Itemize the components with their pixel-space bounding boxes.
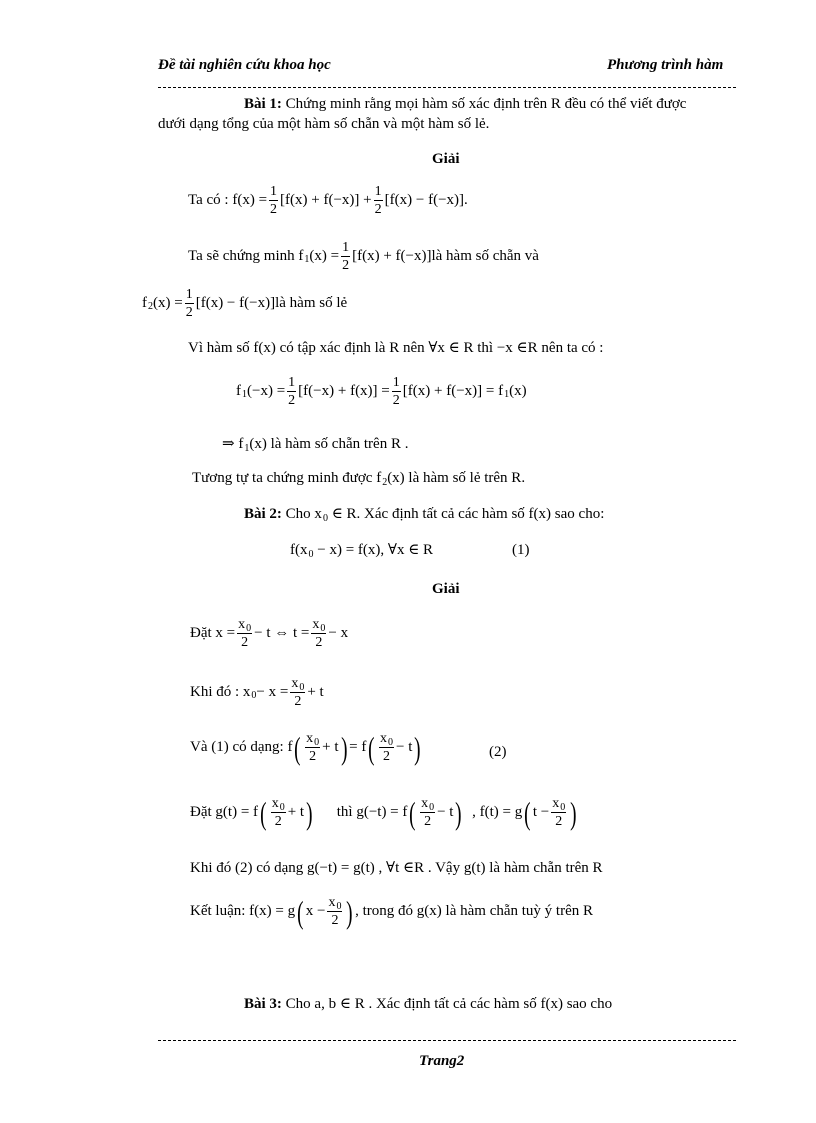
bai1-line2: dưới dạng tổng của một hàm số chẵn và một hàm số lẻ. <box>158 116 490 132</box>
fraction-x0-half <box>237 617 252 651</box>
frac-den: 2 <box>288 393 296 409</box>
va1-label: Và (1) có dạng: f <box>190 739 293 756</box>
frac-den: 2 <box>392 393 400 409</box>
sub: 0 <box>429 802 435 813</box>
bai2-va1 <box>190 731 423 765</box>
bai1-solution-heading: Giải <box>432 151 460 167</box>
x: x <box>552 796 560 811</box>
ta-co-expr-b: [f(x) − f(−x)]. <box>384 192 468 209</box>
footer-rule <box>158 1040 736 1041</box>
frac-num: 1 <box>392 375 401 392</box>
thi-minus: − t <box>437 804 454 821</box>
fraction-half <box>392 375 401 409</box>
frac-den: 2 <box>331 913 339 929</box>
x: x <box>271 796 279 811</box>
paren: ) <box>570 794 577 831</box>
paren: ) <box>340 729 348 766</box>
bai1-ta-co <box>188 184 468 218</box>
ft-t: t − <box>532 804 550 821</box>
fraction-half <box>374 184 383 218</box>
f1-eq-d: [f(x) + f(−x)] = f <box>402 383 504 400</box>
ta-co-label: Ta có : f(x) = <box>188 192 268 209</box>
frac-den: 2 <box>424 814 432 830</box>
bai1-vi-ham-so: Vì hàm số f(x) có tập xác định là R nên ∀x ∈ R thì −x ∈R nên ta có : <box>188 340 604 356</box>
f1-eq-e: (x) <box>509 383 527 400</box>
bai2-khi-do2: Khi đó (2) có dạng g(−t) = g(t) , ∀t ∈R . Vậy g(t) là hàm chẵn trên R <box>190 860 603 876</box>
ta-se-label: Ta sẽ chứng minh f <box>188 248 304 265</box>
frac-den: 2 <box>383 749 391 765</box>
khi-do-label: Khi đó : x <box>190 684 251 701</box>
ta-se-mid: (x) = <box>309 248 340 265</box>
bai2-dat-x <box>190 617 348 651</box>
sub: 0 <box>251 689 257 701</box>
fraction-x0-half <box>311 617 326 651</box>
sub: 0 <box>336 901 342 912</box>
ta-co-expr-a: [f(x) + f(−x)] + <box>280 192 372 209</box>
paren: ) <box>306 794 313 831</box>
bai2-eq-b: − x) = f(x), ∀x ∈ R <box>313 542 434 558</box>
sub: 0 <box>308 549 314 560</box>
ket-luan-label: Kết luận: f(x) = g <box>190 903 296 920</box>
frac-num: 1 <box>341 240 350 257</box>
frac-num: 1 <box>269 184 278 201</box>
ta-se-end: là hàm số chẵn và <box>431 248 539 265</box>
bai2-label: Bài 2: <box>244 506 282 522</box>
header-rule <box>158 87 736 88</box>
bai2-eq-a: f(x <box>290 542 308 558</box>
frac-num <box>327 895 342 912</box>
dat-g-label: Đặt g(t) = f <box>190 804 259 821</box>
sub: 1 <box>304 253 310 265</box>
sub: 0 <box>299 682 305 693</box>
x: x <box>291 676 299 691</box>
ta-se-expr: [f(x) + f(−x)] <box>352 248 432 265</box>
fraction-half <box>341 240 350 274</box>
sub: 0 <box>314 737 320 748</box>
frac-num: 1 <box>374 184 383 201</box>
header-right: Phương trình hàm <box>607 57 724 73</box>
frac-den: 2 <box>274 814 282 830</box>
bai1-label: Bài 1: <box>244 96 282 112</box>
frac-den: 2 <box>241 635 249 651</box>
fraction-x0-half <box>379 731 394 765</box>
x: x <box>312 617 320 632</box>
f1-eq-c: [f(−x) + f(x)] = <box>298 383 390 400</box>
bai2-eq-number: (1) <box>512 542 530 558</box>
frac-den: 2 <box>294 694 302 710</box>
frac-num <box>271 796 286 813</box>
page-number: Trang2 <box>419 1053 465 1069</box>
implies-label: ⇒ f <box>222 436 244 452</box>
frac-num <box>305 731 320 748</box>
frac-den: 2 <box>270 202 278 218</box>
sub: 0 <box>560 802 566 813</box>
sub: 1 <box>504 388 510 400</box>
sub: 0 <box>279 802 285 813</box>
frac-num: 1 <box>185 287 194 304</box>
fraction-half <box>287 375 296 409</box>
frac-den: 2 <box>315 635 323 651</box>
va1-eq: = f <box>349 739 367 756</box>
ft-label: , f(t) = g <box>472 804 523 821</box>
tuong-tu-end: (x) là hàm số lẻ trên R. <box>387 470 526 486</box>
paren: ( <box>260 794 267 831</box>
sub: 1 <box>242 388 247 400</box>
bai1-f2-def <box>142 287 347 321</box>
paren: ( <box>294 729 301 766</box>
sub: 2 <box>382 477 388 488</box>
fraction-x0-half <box>290 676 305 710</box>
frac-num <box>420 796 435 813</box>
x: x <box>328 895 336 910</box>
bai2-solution-heading: Giải <box>432 581 460 597</box>
ket-luan-x: x − <box>305 903 326 920</box>
bai2-dat-g <box>190 796 579 830</box>
f1-eq-a: f <box>236 383 241 400</box>
fraction-x0-half <box>420 796 435 830</box>
frac-num <box>311 617 326 634</box>
dat-x-label: Đặt x = <box>190 625 236 642</box>
sub: 0 <box>320 623 326 634</box>
frac-den: 2 <box>185 305 193 321</box>
bai2-equation <box>290 543 433 558</box>
fraction-x0-half <box>551 796 566 830</box>
thi-label: thì g(−t) = f <box>336 804 408 821</box>
x: x <box>421 796 429 811</box>
frac-num: 1 <box>287 375 296 392</box>
bai1-ta-se <box>188 240 539 274</box>
sub: 0 <box>322 513 328 524</box>
bai1-f1-equation <box>236 375 527 409</box>
bai2-eq2-number: (2) <box>489 744 507 760</box>
paren: ( <box>524 794 531 831</box>
header-left: Đề tài nghiên cứu khoa học <box>158 57 331 73</box>
frac-num <box>290 676 305 693</box>
paren: ( <box>368 729 375 766</box>
bai1-implies <box>222 437 408 452</box>
sub: 0 <box>246 623 252 634</box>
bai1-line1 <box>244 97 686 112</box>
fraction-x0-half <box>271 796 286 830</box>
khi-do-end: + t <box>307 684 324 701</box>
f2-end: là hàm số lẻ <box>275 295 348 312</box>
dat-x-mid: − t ⇔ t = <box>254 625 310 642</box>
fraction-half <box>185 287 194 321</box>
bai3-text: Cho a, b ∈ R . Xác định tất cả các hàm số f(x) sao cho <box>281 996 613 1012</box>
paren: ( <box>297 893 304 930</box>
bai2-ket-luan <box>190 895 593 929</box>
frac-den: 2 <box>309 749 317 765</box>
frac-num <box>379 731 394 748</box>
paren: ( <box>409 794 416 831</box>
bai1-tuong-tu <box>192 471 525 486</box>
paren: ) <box>414 729 421 766</box>
frac-num <box>237 617 252 634</box>
frac-den: 2 <box>555 814 563 830</box>
paren: ) <box>455 794 462 831</box>
frac-num <box>551 796 566 813</box>
sub: 2 <box>148 300 153 312</box>
bai1-text1: Chứng minh rằng mọi hàm số xác định trên R đều có thể viết được <box>281 96 687 112</box>
dat-g-plus: + t <box>287 804 305 821</box>
f2-mid: (x) = <box>153 295 183 312</box>
bai2-text-start: Cho x <box>281 506 322 522</box>
x: x <box>306 731 314 746</box>
implies-end: (x) là hàm số chẵn trên R . <box>249 436 409 452</box>
khi-do-mid: − x = <box>256 684 289 701</box>
bai3-statement <box>244 997 612 1012</box>
bai3-label: Bài 3: <box>244 996 282 1012</box>
fraction-x0-half <box>327 895 342 929</box>
bai2-text-end: ∈ R. Xác định tất cả các hàm số f(x) sao cho: <box>327 506 605 522</box>
f1-eq-b: (−x) = <box>247 383 286 400</box>
sub: 1 <box>244 443 250 454</box>
bai2-khi-do <box>190 676 324 710</box>
dat-x-end: − x <box>328 625 349 642</box>
fraction-half <box>269 184 278 218</box>
va1-plus: + t <box>322 739 339 756</box>
sub: 0 <box>388 737 394 748</box>
x: x <box>380 731 388 746</box>
f2-label: f <box>142 295 147 312</box>
frac-den: 2 <box>342 258 350 274</box>
frac-den: 2 <box>374 202 382 218</box>
ket-luan-end: , trong đó g(x) là hàm chẵn tuỳ ý trên R <box>355 903 594 920</box>
tuong-tu-label: Tương tự ta chứng minh được f <box>192 470 382 486</box>
x: x <box>238 617 246 632</box>
bai2-statement <box>244 507 604 522</box>
va1-minus: − t <box>396 739 413 756</box>
paren: ) <box>346 893 354 930</box>
fraction-x0-half <box>305 731 320 765</box>
f2-expr: [f(x) − f(−x)] <box>195 295 276 312</box>
